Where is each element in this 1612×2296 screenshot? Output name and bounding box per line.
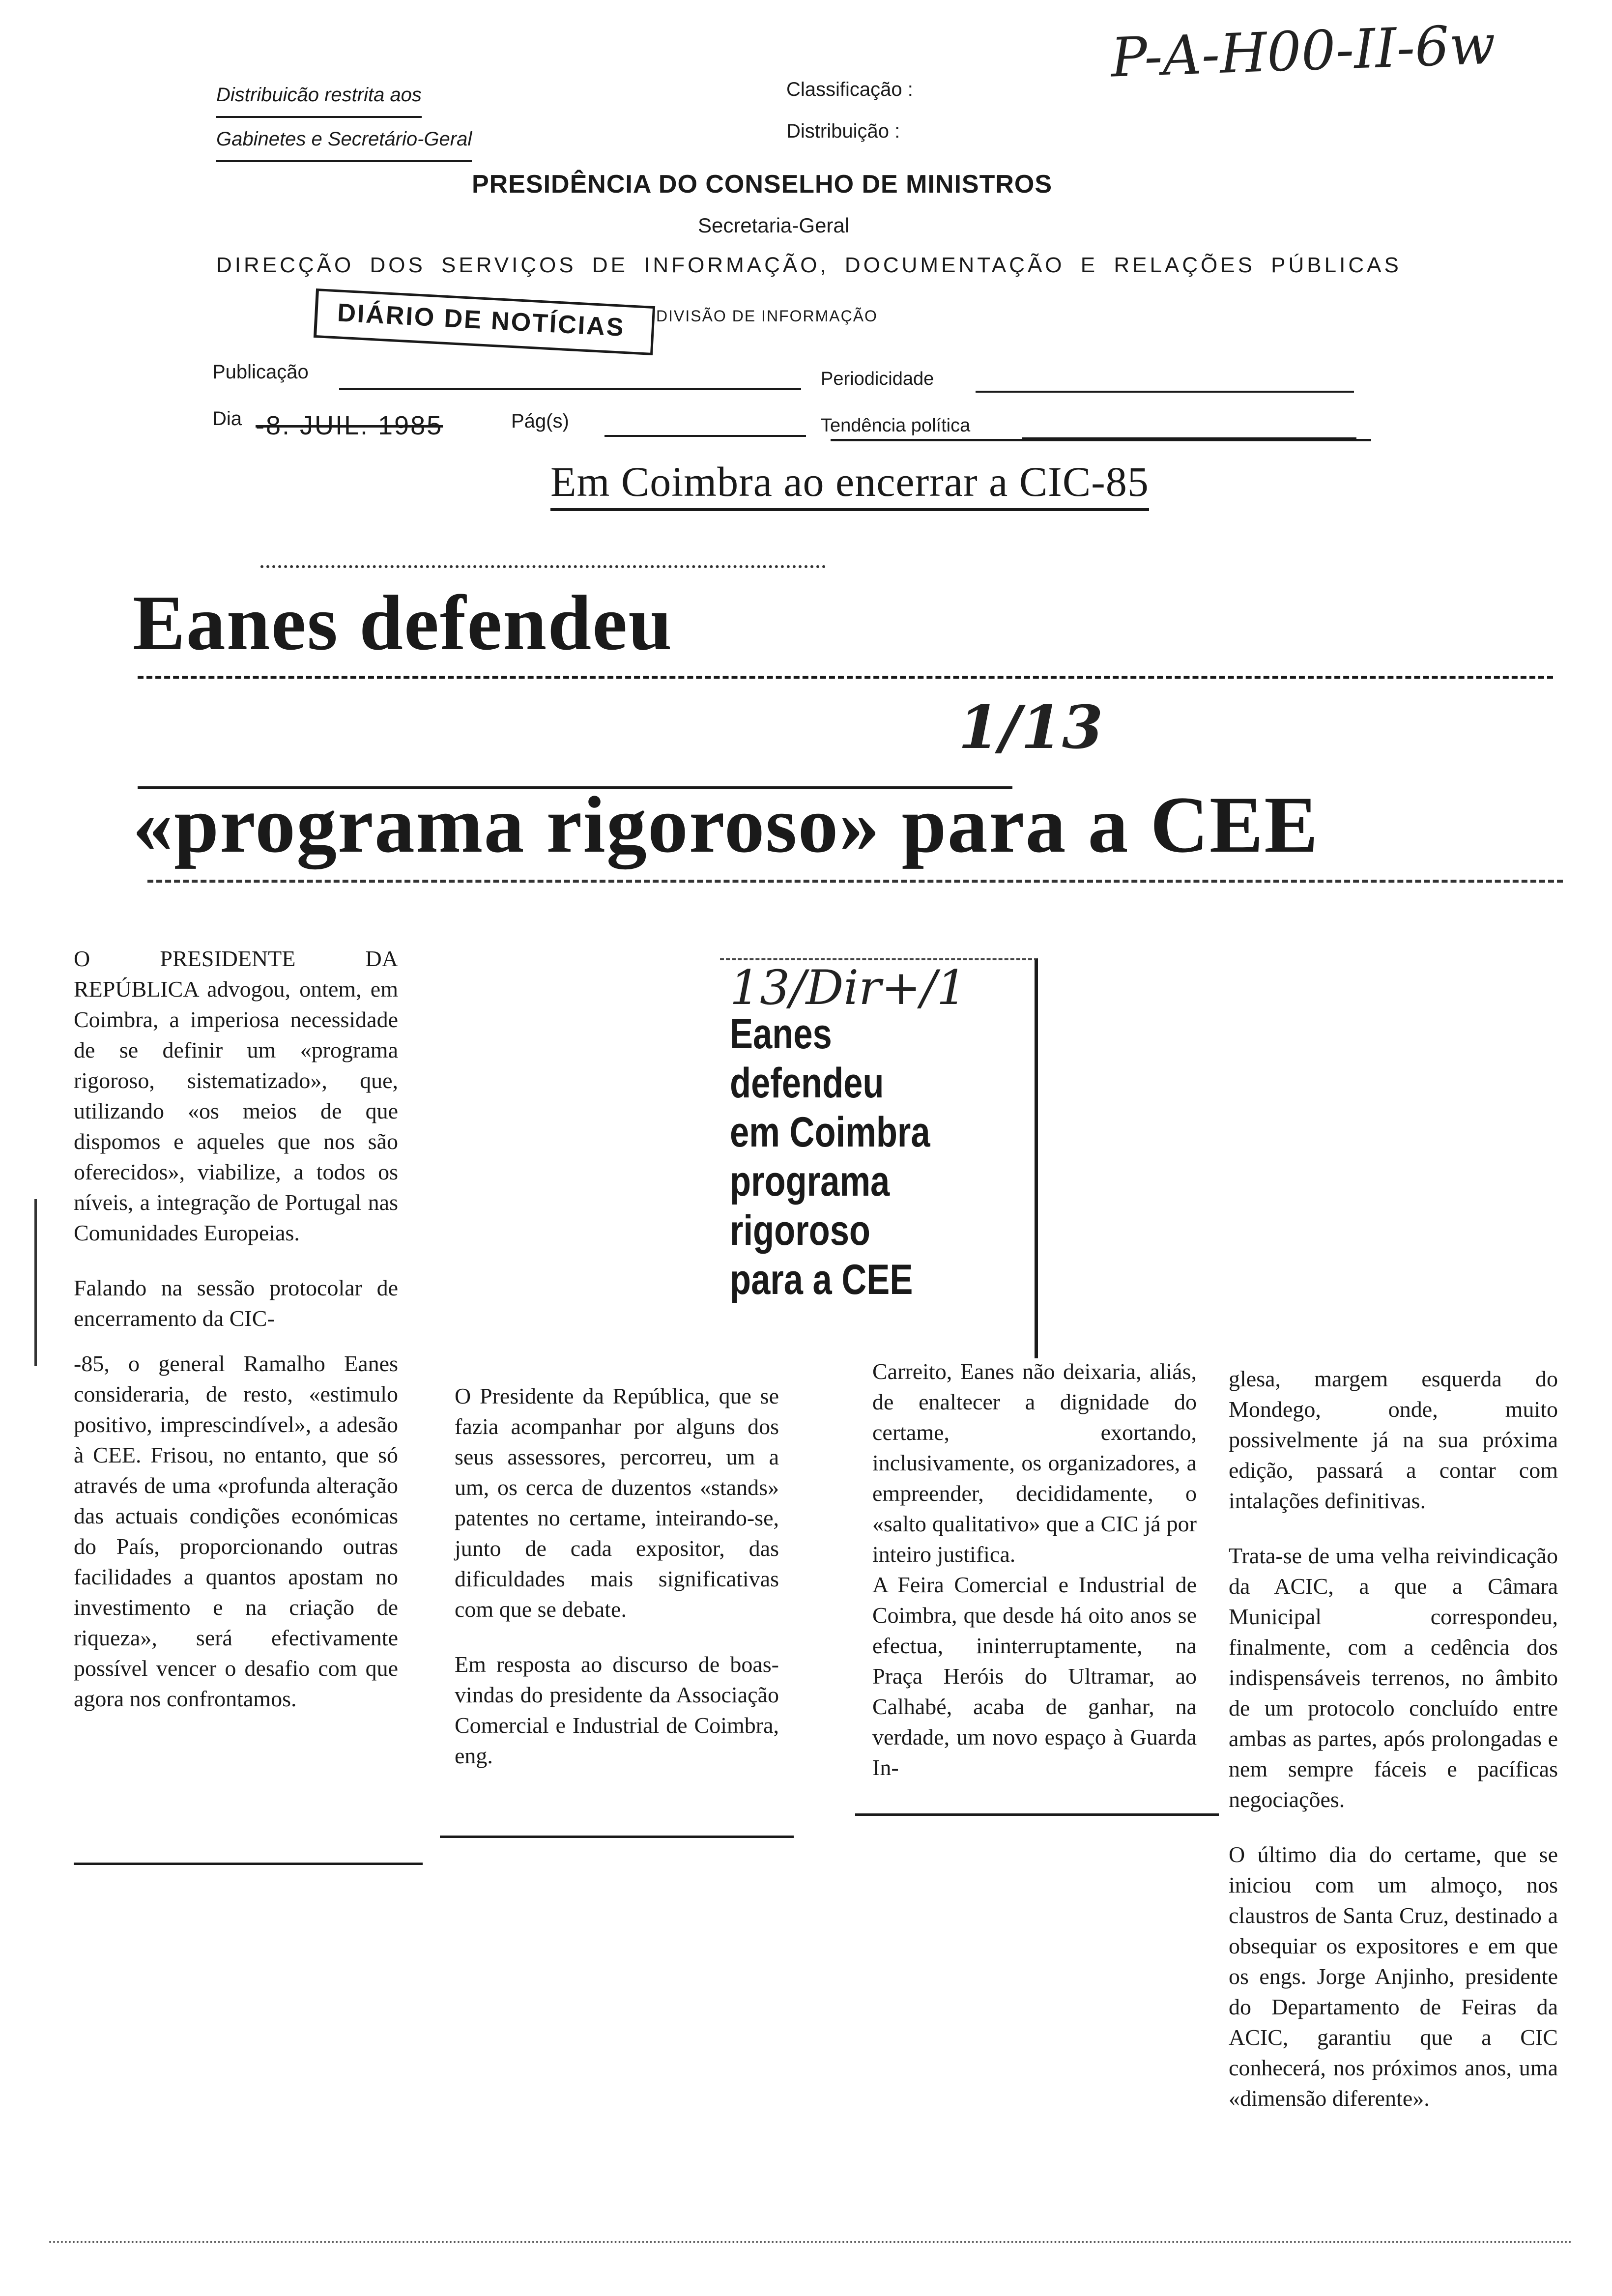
clipping-headline-line-4: programa [730, 1158, 890, 1205]
distribution-restriction [216, 74, 472, 162]
day-value: -8. JUIL. 1985 [256, 411, 443, 440]
header-divider [831, 439, 1371, 441]
publication-line [339, 388, 801, 390]
publication-label: Publicação [212, 361, 309, 383]
division-label: DIVISÃO DE INFORMAÇÃO [656, 307, 878, 325]
col3-end-rule [855, 1813, 1219, 1816]
col3-paragraph-2: A Feira Comercial e Industrial de Coimbra, que desde há oito anos se efectua, ininterruptamente, na Praça Heróis do Ultramar, ao Calhabé, acaba de ganhar, na verdade, um novo espaço à Guarda In- [872, 1572, 1197, 1780]
body-column-2 [455, 1381, 779, 1796]
periodicity-label: Periodicidade [821, 369, 934, 389]
distribution-line-2: Gabinetes e Secretário-Geral [216, 118, 472, 162]
org-title: PRESIDÊNCIA DO CONSELHO DE MINISTROS [472, 170, 1053, 199]
col1-paragraph-2: Falando na sessão protocolar de encerramento da CIC- [74, 1275, 398, 1331]
directorate-title: DIRECÇÃO DOS SERVIÇOS DE INFORMAÇÃO, DOCUMENTAÇÃO E RELAÇÕES PÚBLICAS [216, 253, 1402, 277]
headline-line-1: Eanes defendeu [133, 579, 673, 666]
clipping-inset [720, 958, 1038, 1358]
clipping-headline [730, 1009, 930, 1304]
body-column-3 [872, 1356, 1197, 1808]
col4-paragraph-2: Trata-se de uma velha reivindicação da ACIC, a que a Câmara Municipal correspondeu, finalmente, com a cedência dos indispensáveis terrenos, no âmbito de um protocolo concluído entre ambas as partes, após prolongadas e nem sempre fáceis e pacíficas negociações. [1229, 1543, 1558, 1812]
col1-paragraph-3: -85, o general Ramalho Eanes consideraria, de resto, «estimulo positivo, imprescindível», a adesão à CEE. Frisou, no entanto, que só através de uma «profunda alteração das actuais condições económicas do País, proporcionando outras facilidades a quantos apostam no investimento e na criação de riqueza», será efectivamente possível vencer o desafio com que agora nos confrontamos. [74, 1351, 398, 1711]
clipping-headline-line-5: rigoroso [730, 1207, 871, 1254]
distribution-line-1: Distribuicão restrita aos [216, 74, 422, 118]
col1-paragraph-1: O PRESIDENTE DA REPÚBLICA advogou, ontem, em Coimbra, a imperiosa necessidade de se definir um «programa rigoroso, sistematizado», que, utilizando «os meios de que dispomos e aqueles que nos são oferecidos», viabilize, a todos os níveis, a integração de Portugal nas Comunidades Europeias. [74, 946, 398, 1245]
col1-end-rule [74, 1863, 423, 1865]
classification-label: Classificação : [786, 79, 913, 100]
handwritten-reference: P-A-H00-II-6w [1110, 13, 1497, 89]
clipping-headline-line-6: para a CEE [730, 1256, 913, 1303]
stamp-text: DIÁRIO DE NOTÍCIAS [337, 298, 626, 342]
clipping-headline-line-1: Eanes [730, 1010, 832, 1058]
day-label: Dia [212, 408, 242, 430]
col3-paragraph-1: Carreito, Eanes não deixaria, aliás, de enaltecer a dignidade do certame, exortando, inclusivamente, os organizadores, a empreender, decididamente, o «salto qualitativo» que a CIC já por inteiro justifica. [872, 1359, 1197, 1567]
handwritten-headline-mark: 1/13 [958, 693, 1103, 762]
distribution-label: Distribuição : [786, 120, 900, 142]
col2-paragraph-2: Em resposta ao discurso de boas-vindas do presidente da Associação Comercial e Industrial de Coimbra, eng. [455, 1652, 779, 1768]
col2-end-rule [440, 1836, 794, 1838]
clipping-annotation: 13/Dir+/1 [730, 960, 967, 1015]
kicker-dash-rule [260, 565, 826, 568]
clipping-headline-line-3: em Coimbra [730, 1109, 930, 1156]
pages-label: Pág(s) [511, 410, 569, 432]
scan-margin-mark-bottom [49, 2241, 1573, 2243]
col4-paragraph-3: O último dia do certame, que se iniciou com um almoço, nos claustros de Santa Cruz, destinado a obsequiar os expositores e em que os engs. Jorge Anjinho, presidente do Departamento de Feiras da ACIC, garantiu que a CIC conhecerá, nos próximos anos, uma «dimensão diferente». [1229, 1842, 1558, 2111]
headline-rule-3 [147, 880, 1563, 883]
headline-rule-1 [138, 676, 1553, 679]
article-kicker: Em Coimbra ao encerrar a CIC-85 [550, 457, 1149, 511]
body-column-1 [74, 944, 398, 1739]
pages-line [604, 435, 806, 437]
clipping-headline-line-2: defendeu [730, 1060, 884, 1107]
headline-line-2: «programa rigoroso» para a CEE [133, 780, 1319, 869]
periodicity-line [976, 391, 1354, 393]
political-tendency-label: Tendência política [821, 415, 971, 436]
col4-paragraph-1: glesa, margem esquerda do Mondego, onde, muito possivelmente já na sua próxima edição, passará a contar com intalações definitivas. [1229, 1366, 1558, 1513]
scan-margin-mark-left [34, 1199, 37, 1366]
body-column-4 [1229, 1364, 1558, 2138]
col2-paragraph-1: O Presidente da República, que se fazia acompanhar por alguns dos seus assessores, percorreu, um a um, os cerca de duzentos «stands» patentes no certame, inteirando-se, junto de cada expositor, das dificuldades mais significativas com que se debate. [455, 1383, 779, 1622]
newspaper-stamp [314, 288, 655, 355]
sub-org-title: Secretaria-Geral [698, 214, 850, 237]
